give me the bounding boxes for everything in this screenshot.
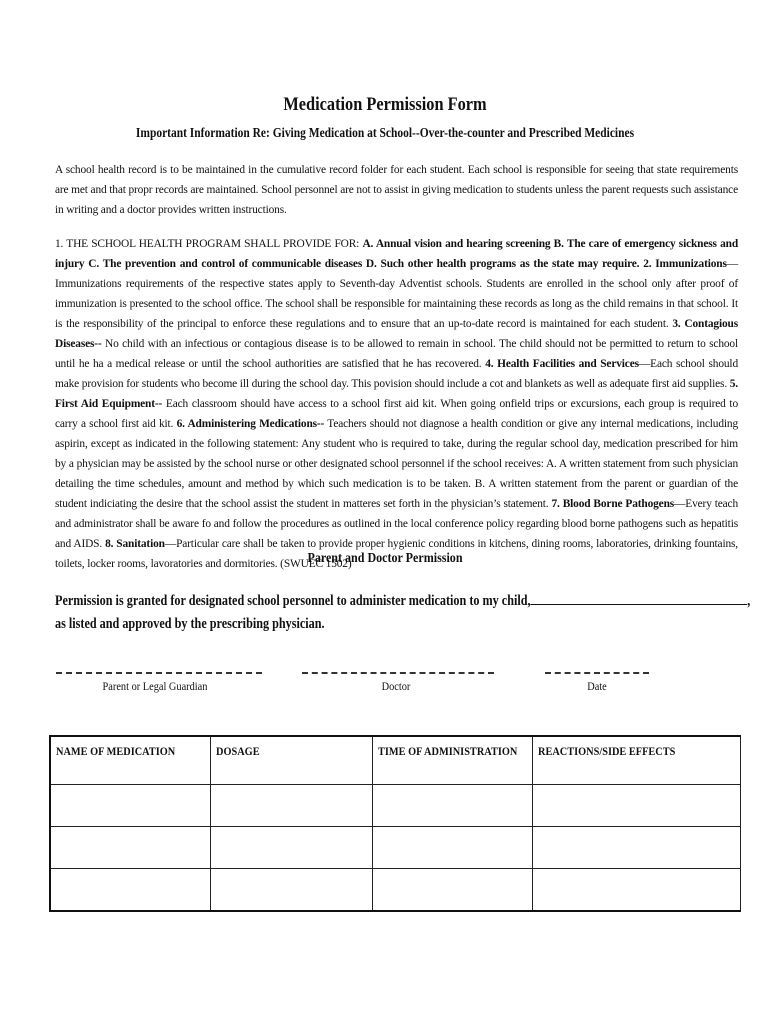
guardian-signature-line[interactable] [56,672,262,674]
program-text-5: Teachers should not diagnose a health condition or give any internal medications, including aspirin, except as indicated in the following statement: Any student who is required to take, during the regular school day, medication prescribed for him by a physician may be assisted by the school nurse or other designated school personnel if the school receives: A. A written statement from such physician detailing the time schedules, amount and method by which such medication is to be taken. B. A written statement from the parent or guardian of the student indiciating the desire that the school assist the student in matteres set forth in the physician’s statement. [55,418,738,510]
intro-paragraph: A school health record is to be maintained in the cumulative record folder for each student. Each school is responsible for seeing that state requirements are met and that propr records are maintained. School personnel are not to assist in giving medication to students unless the parent requests such assistance in writing and a doctor provides written instructions. [55,164,738,216]
program-text-7: —Particular care shall be taken to provide proper hygienic conditions in kitchens, dining rooms, laboratories, drinking fountains, toilets, locker rooms, lavoratories and dormitories. (SWUEC 1502) [55,538,738,570]
program-text-6: —Every teach and administrator shall be aware fo and follow the procedures as outlined in the local conference policy regarding blood borne pathogens such as hepatitis and AIDS. [55,498,738,550]
time-cell[interactable] [372,827,532,869]
date-signature-line[interactable] [545,672,649,674]
reactions-cell[interactable] [532,827,740,869]
program-bold-1: A. Annual vision and hearing screening B. The care of emergency sickness and injury C. The prevention and control of communicable diseases D. Such other health programs as the state may require. 2. Immunizations [55,238,739,270]
program-lead: 1. THE SCHOOL HEALTH PROGRAM SHALL PROVIDE FOR: [55,238,363,250]
child-name-field[interactable] [531,590,748,605]
program-bold-2: 3. Contagious Diseases-- [55,318,738,350]
permission-line-1: Permission is granted for designated school personnel to administer medication to my child, [55,593,531,609]
date-label: Date [587,681,607,693]
form-title: Medication Permission Form [283,94,487,115]
header-time-of-administration: TIME OF ADMINISTRATION [372,736,532,785]
header-reactions-side-effects: REACTIONS/SIDE EFFECTS [532,736,740,785]
table-row [50,785,740,827]
permission-heading: Parent and Doctor Permission [307,551,463,566]
program-text-3: —Each school should make provision for students who become ill during the school day. This povision should include a cot and blankets as well as adequate first aid supplies. [55,358,738,390]
program-bold-5: 6. Administering Medications-- [176,418,325,430]
table-row [50,869,740,912]
doctor-label: Doctor [381,681,411,693]
medication-table [49,735,741,912]
permission-line-1-end: , [747,593,751,609]
program-bold-4: 5. First Aid Equipment-- [55,378,738,410]
dosage-cell[interactable] [210,827,372,869]
time-cell[interactable] [372,869,532,912]
program-text-2: No child with an infectious or contagious disease is to be allowed to remain in school. The child should not be permitted to return to school until he ha a medical release or until the school authorities are satisfied that he has recovered. [55,338,738,370]
header-dosage: DOSAGE [210,736,372,785]
medication-cell[interactable] [50,785,210,827]
reactions-cell[interactable] [532,785,740,827]
header-name-of-medication: NAME OF MEDICATION [50,736,210,785]
program-bold-7: 8. Sanitation [105,538,165,550]
health-program-paragraph [55,234,738,574]
program-bold-6: 7. Blood Borne Pathogens [551,498,675,510]
program-text-1: —Immunizations requirements of the respective states apply to Seventh-day Adventist schools. Students are enrolled in the school only after proof of immunization is presented to the school office. The school shall be responsible for maintaining these records as long as the child remains in that school. It is the responsibility of the principal to enforce these regulations and to ensure that an up-to-date record is maintained for each student. [55,258,738,330]
form-subtitle: Important Information Re: Giving Medication at School--Over-the-counter and Prescribed Medicines [135,126,635,141]
program-text-4: Each classroom should have access to a school first aid kit. When going onfield trips or excursions, each group is required to carry a school first aid kit. [55,398,738,430]
reactions-cell[interactable] [532,869,740,912]
medication-cell[interactable] [50,827,210,869]
table-row [50,827,740,869]
dosage-cell[interactable] [210,869,372,912]
guardian-label: Parent or Legal Guardian [102,681,208,693]
dosage-cell[interactable] [210,785,372,827]
permission-line-2: as listed and approved by the prescribing physician. [55,616,325,632]
program-bold-3: 4. Health Facilities and Services [485,358,639,370]
medication-cell[interactable] [50,869,210,912]
time-cell[interactable] [372,785,532,827]
doctor-signature-line[interactable] [302,672,494,674]
table-header-row [50,736,740,785]
permission-statement [55,590,751,636]
